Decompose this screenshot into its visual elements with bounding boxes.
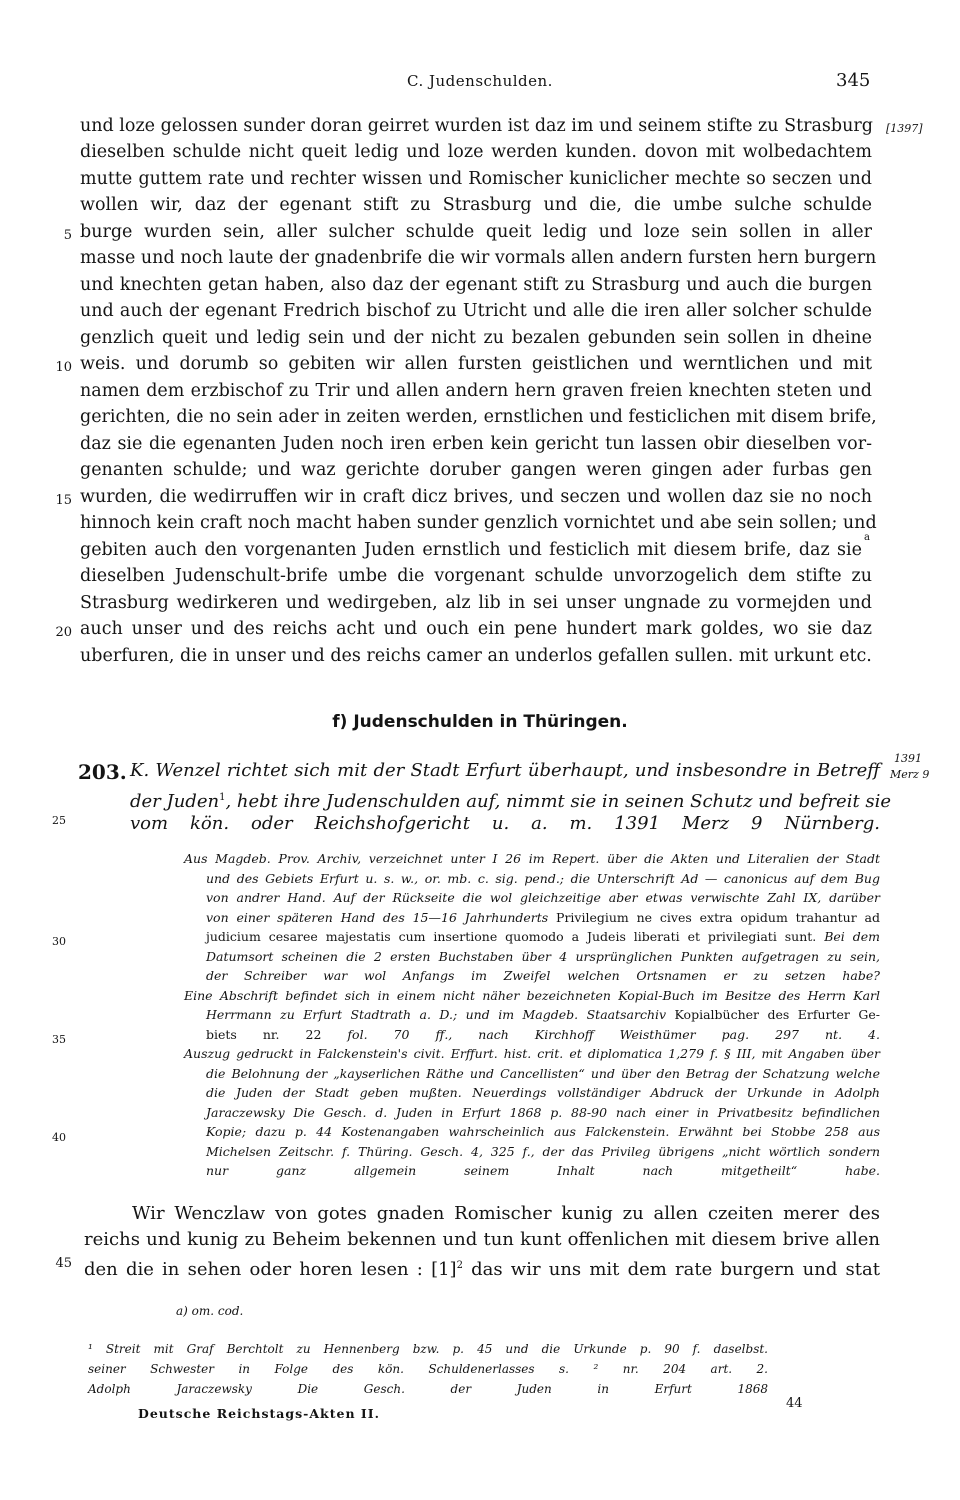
margin-year: [1397]: [886, 122, 923, 135]
note-line: der Schreiber war wol Anfangs im Zweifel welchen Ortsnamen er zu setzen habe?: [206, 968, 880, 983]
note-line: nur ganz allgemein seinem Inhalt nach mitgetheilt“ habe.: [206, 1163, 880, 1178]
sheet-signature: 44: [786, 1396, 803, 1411]
note-line: judicium cesaree majestatis cum insertione quomodo a Judeis liberati et privilegiati sunt. Bei dem: [206, 929, 880, 944]
line-number: 45: [55, 1256, 72, 1271]
text-line: masse und noch laute der gnadenbrife die wir vormals allen andern fursten hern burgern: [80, 248, 877, 268]
side-year: 1391: [894, 752, 922, 765]
document-line: Wir Wenczlaw von gotes gnaden Romischer kunig zu allen czeiten merer des: [132, 1203, 880, 1224]
text-line: genanten schulde; und waz gerichte doruber gangen weren gingen ader furbas gen: [80, 460, 872, 480]
text-line: namen dem erzbischof zu Trir und allen andern hern graven freien knechten steten und: [80, 381, 872, 401]
text-line: und knechten getan haben, also daz der egenant stift zu Strasburg und auch die burgen: [80, 275, 872, 295]
text-line: uberfuren, die in unser und des reichs camer an underlos gefallen sullen. mit urkunt etc.: [80, 646, 872, 666]
footnote-line: seiner Schwester in Folge des kön. Schuldenerlasses s. ² nr. 204 art. 2.: [88, 1362, 768, 1376]
footnote-a: a) om. cod.: [176, 1304, 244, 1318]
text-line: genzlich queit und ledig sein und der nicht zu bezalen gebunden sein sollen in dheine: [80, 328, 872, 348]
note-line: Jaraczewsky Die Gesch. d. Juden in Erfurt 1868 p. 88-90 nach einer in Privatbesitz befindlichen: [206, 1105, 880, 1120]
text-line: weis. und dorumb so gebiten wir allen fursten geistlichen und werntlichen und mit: [80, 354, 872, 374]
note-line: Aus Magdeb. Prov. Archiv, verzeichnet unter I 26 im Repert. über die Akten und Literalien der Stadt: [184, 851, 880, 866]
text-line: dieselben Judenschult-brife umbe die vorgenant schulde unvorzogelich dem stifte zu: [80, 566, 872, 586]
footnote-marker-a: a: [864, 532, 870, 543]
text-line: und loze gelossen sunder doran geirret wurden ist daz im und seinem stifte zu Strasburg: [80, 116, 873, 136]
text-line: burge wurden sein, aller sulcher schulde queit ledig und loze sein sollen in aller: [80, 222, 872, 242]
page-number: 345: [836, 70, 871, 91]
text-line: wurden, die wedirruffen wir in craft dicz brives, und seczen und wollen daz sie no noch: [80, 487, 872, 507]
note-line: Michelsen Zeitschr. f. Thüring. Gesch. 4, 325 f., der das Privileg übrigens „nicht wörtlich sondern: [206, 1144, 880, 1159]
note-line: Eine Abschrift befindet sich in einem nicht näher bezeichneten Kopial-Buch im Besitze des Herrn Karl: [184, 988, 880, 1003]
text-line: gebiten auch den vorgenanten Juden ernstlich und festiclich mit diesem brife, daz sie: [80, 540, 862, 560]
text-line: mutte guttem rate und rechter wissen und Romischer kuniclicher mechte so seczen und: [80, 169, 872, 189]
line-number: 25: [52, 814, 66, 827]
document-line: reichs und kunig zu Beheim bekennen und tun kunt offenlichen mit diesem brive allen: [84, 1229, 880, 1250]
text-line: daz sie die egenanten Juden noch iren erben kein gericht tun lassen obir dieselben vor-: [80, 434, 872, 454]
line-number: 40: [52, 1131, 66, 1144]
text-line: auch unser und des reichs acht und ouch ein pene hundert mark goldes, wo sie daz: [80, 619, 872, 639]
side-date: Merz 9: [890, 768, 930, 781]
note-line: von einer späteren Hand des 15—16 Jahrhunderts Privilegium ne cives extra opidum trahantur ad: [206, 910, 880, 925]
text-line: gerichten, die no sein ader in zeiten werden, ernstlichen und festiclichen mit disem brife,: [80, 407, 877, 427]
line-number: 30: [52, 935, 66, 948]
note-line: die Juden der Stadt geben mußten. Neuerdings vollständiger Abdruck der Urkunde in Adolph: [206, 1085, 880, 1100]
footnote-line: Adolph Jaraczewsky Die Gesch. der Juden in Erfurt 1868: [88, 1382, 768, 1396]
text-line: dieselben schulde nicht queit ledig und loze werden kunden. dovon mit wolbedachtem: [80, 142, 872, 162]
running-title: C. Judenschulden.: [407, 72, 553, 90]
line-number: 20: [55, 625, 72, 640]
regest-number: 203.: [78, 760, 127, 784]
line-number: 10: [55, 360, 72, 375]
text-line: Strasburg wedirkeren und wedirgeben, alz lib in sei unser ungnade zu vormejden und: [80, 593, 872, 613]
regest-line: vom kön. oder Reichshofgericht u. a. m. 1391 Merz 9 Nürnberg.: [130, 813, 880, 834]
text-line: und auch der egenant Fredrich bischof zu Utricht und alle die iren aller solcher schulde: [80, 301, 872, 321]
note-line: von andrer Hand. Auf der Rückseite die wol gleichzeitige aber etwas verwischte Zahl IX, darüber: [206, 890, 880, 905]
line-number: 35: [52, 1033, 66, 1046]
document-line: den die in sehen oder horen lesen : $[1]^2$ das wir uns mit dem rate burgern und stat: [84, 1259, 880, 1280]
regest-line: K. Wenzel richtet sich mit der Stadt Erfurt überhaupt, und insbesondre in Betreff: [130, 760, 880, 781]
text-line: wollen wir, daz der egenant stift zu Strasburg und die, die umbe sulche schulde: [80, 195, 872, 215]
line-number: 15: [55, 493, 72, 508]
regest-line: der Juden$^1$, hebt ihre Judenschulden auf, nimmt sie in seinen Schutz und befreit sie: [130, 791, 892, 812]
note-line: die Belohnung der „kayserlichen Räthe und Cancellisten“ und über den Betrag der Schatzung welche: [206, 1066, 880, 1081]
series-title: Deutsche Reichstags-Akten II.: [138, 1406, 380, 1421]
note-line: Herrmann zu Erfurt Stadtrath a. D.; und im Magdeb. Staatsarchiv Kopialbücher des Erfurter Ge-: [206, 1007, 880, 1022]
section-heading: f) Judenschulden in Thüringen.: [332, 712, 628, 732]
text-line: hinnoch kein craft noch macht haben sunder genzlich vornichtet und abe sein sollen; und: [80, 513, 877, 533]
footnote-line: ¹ Streit mit Graf Berchtolt zu Hennenberg bzw. p. 45 und die Urkunde p. 90 f. daselbst.: [88, 1342, 768, 1356]
line-number: 5: [63, 228, 72, 243]
note-line: und des Gebiets Erfurt u. s. w., or. mb. c. sig. pend.; die Unterschrift Ad — canonicus auf dem Bug: [206, 871, 880, 886]
note-line: Datumsort scheinen die 2 ersten Buchstaben über 4 ursprünglichen Punkten aufgetragen zu sein,: [206, 949, 880, 964]
note-line: Auszug gedruckt in Falckenstein's civit. Erffurt. hist. crit. et diplomatica 1,279 f. § III, mit Angaben über: [184, 1046, 880, 1061]
note-line: Kopie; dazu p. 44 Kostenangaben wahrscheinlich aus Falckenstein. Erwähnt bei Stobbe 258 aus: [206, 1124, 880, 1139]
note-line: biets nr. 22 fol. 70 ff., nach Kirchhoff Weisthümer pag. 297 nt. 4.: [206, 1027, 880, 1042]
